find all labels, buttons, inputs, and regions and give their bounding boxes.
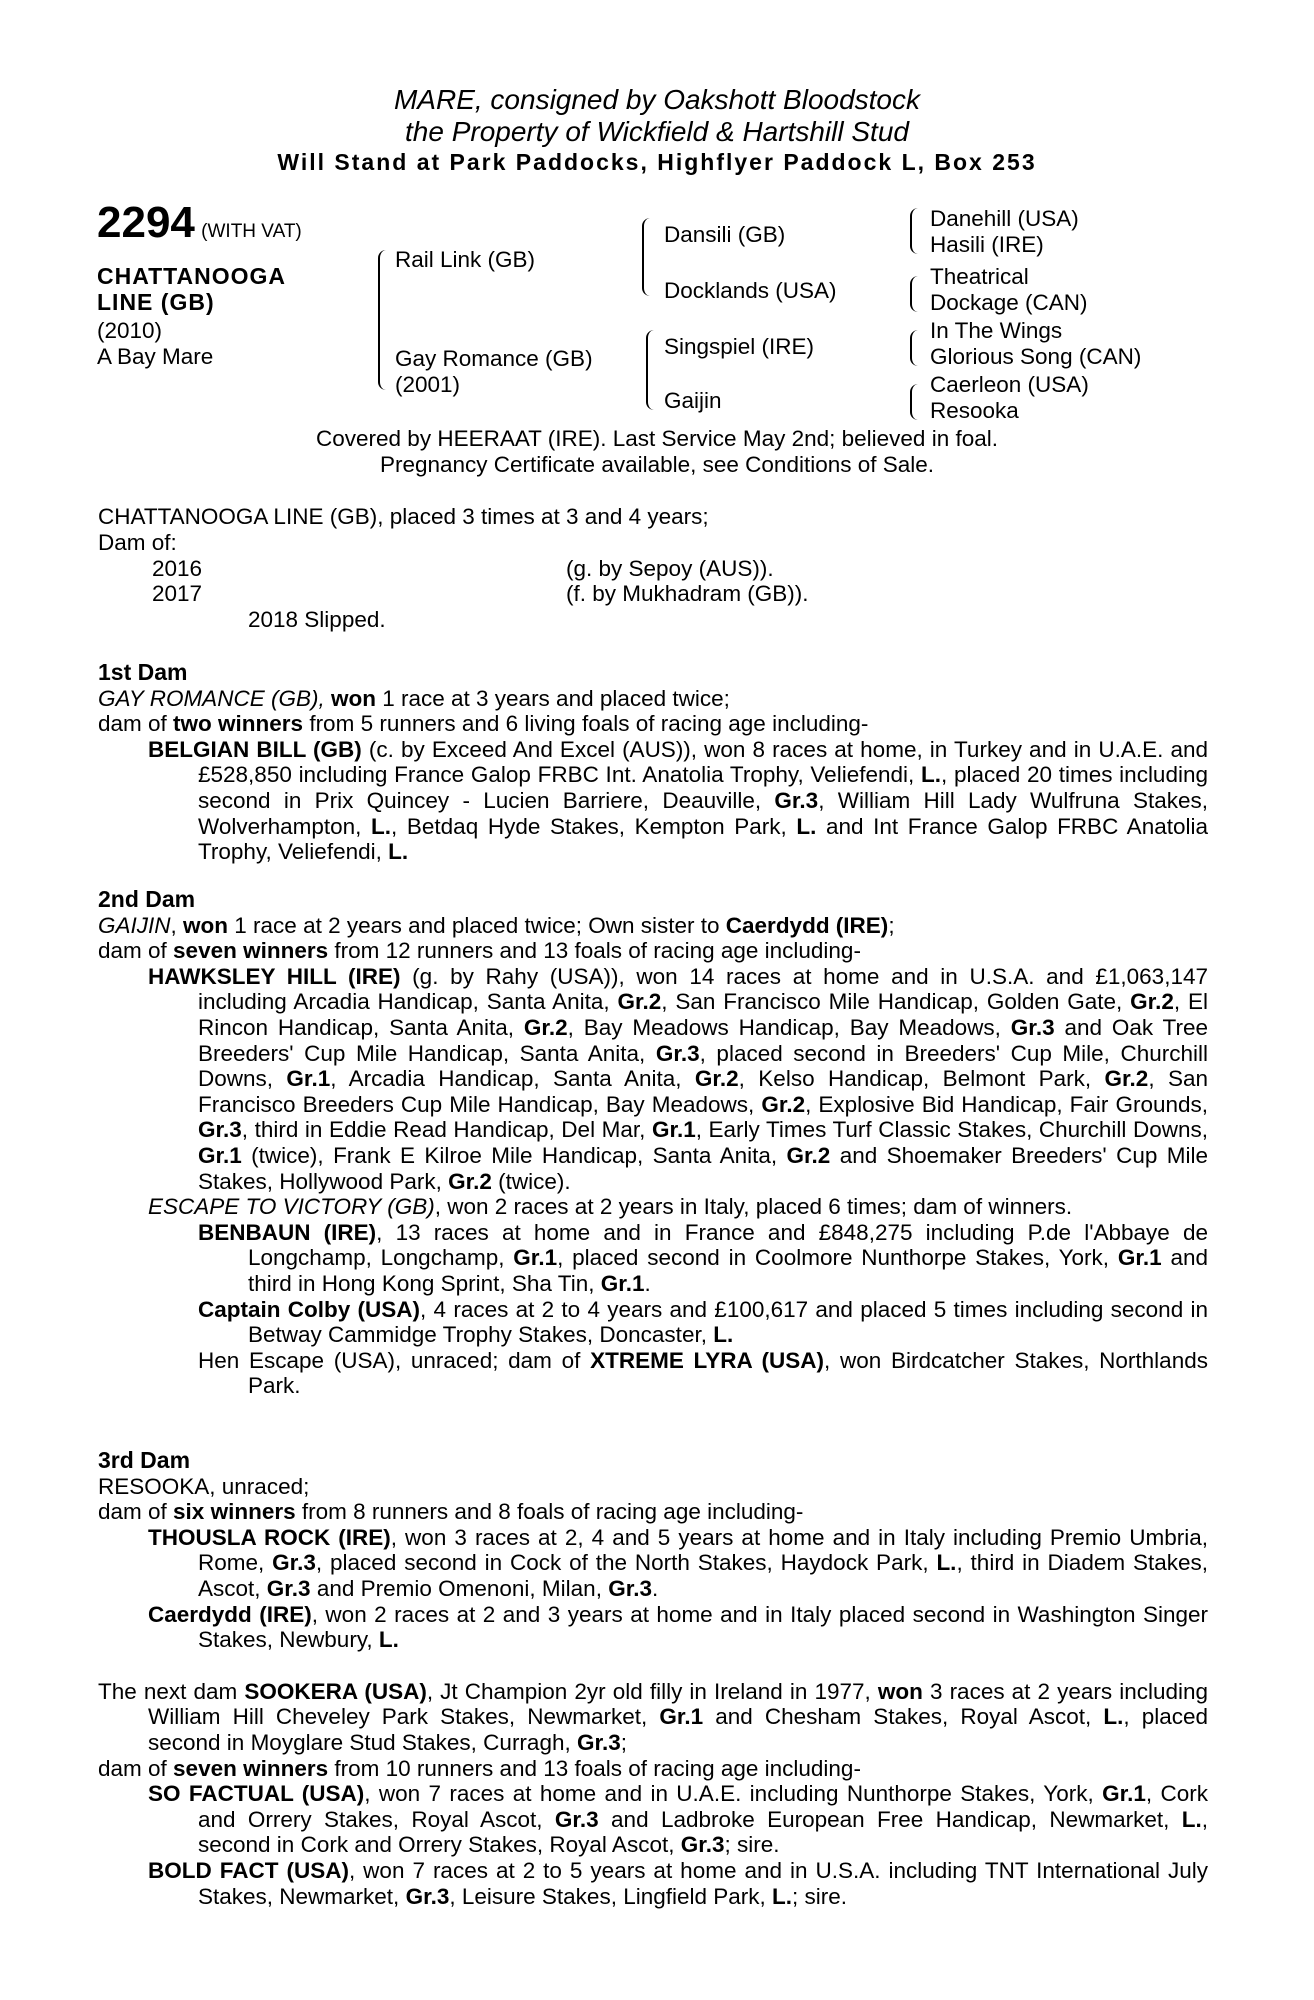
produce-2018: 2018 Slipped. bbox=[248, 607, 386, 632]
ped-dd: Gaijin bbox=[664, 388, 722, 413]
ped-sdd: Dockage (CAN) bbox=[930, 290, 1088, 315]
ped-ds: Singspiel (IRE) bbox=[664, 334, 815, 359]
hen-escape: Hen Escape (USA), unraced; dam of XTREME LYRA (USA), won Birdcatcher Stakes, Northlands Park. bbox=[198, 1347, 1208, 1399]
produce-2016-detail: (g. by Sepoy (AUS)). bbox=[566, 556, 774, 581]
ped-dsd: Glorious Song (CAN) bbox=[930, 344, 1142, 369]
belgian-bill: BELGIAN BILL (GB) (c. by Exceed And Excel (AUS)), won 8 races at home, in Turkey and in U.A.E. and £528,850 including France Galop FRBC Int. Anatolia Trophy, Veliefendi, L., placed 20 times including second in Prix Quincey - Lucien Barriere, Deauville, Gr.3, William Hill Lady Wulfruna Stakes, Wolverhampton, L., Betdaq Hyde Stakes, Kempton Park, L. and Int France Galop FRBC Anatolia Trophy, Veliefendi, L. bbox=[148, 736, 1208, 865]
produce-intro: CHATTANOOGA LINE (GB), placed 3 times at 3 and 4 years; bbox=[98, 504, 709, 529]
third-dam-produce: dam of six winners from 8 runners and 8 foals of racing age including- bbox=[98, 1499, 804, 1525]
hawksley-hill: HAWKSLEY HILL (IRE) (g. by Rahy (USA)), won 14 races at home and in U.S.A. and £1,063,147 including Arcadia Handicap, Santa Anita, Gr.2, San Francisco Mile Handicap, Golden Gate, Gr.2, El Rincon Handicap, Santa Anita, Gr.2, Bay Meadows Handicap, Bay Meadows, Gr.3 and Oak Tree Breeders' Cup Mile Handicap, Santa Anita, Gr.3, placed second in Breeders' Cup Mile, Churchill Downs, Gr.1, Arcadia Handicap, Santa Anita, Gr.2, Kelso Handicap, Belmont Park, Gr.2, San Francisco Breeders Cup Mile Handicap, Bay Meadows, Gr.2, Explosive Bid Handicap, Fair Grounds, Gr.3, third in Eddie Read Handicap, Del Mar, Gr.1, Early Times Turf Classic Stakes, Churchill Downs, Gr.1 (twice), Frank E Kilroe Mile Handicap, Santa Anita, Gr.2 and Shoemaker Breeders' Cup Mile Stakes, Hollywood Park, Gr.2 (twice). bbox=[148, 963, 1209, 1194]
sire-dam-brace bbox=[378, 250, 390, 390]
ped-dam: Gay Romance (GB) bbox=[395, 346, 593, 371]
dd-brace bbox=[910, 384, 920, 420]
produce-2017-year: 2017 bbox=[152, 581, 203, 606]
ped-sds: Theatrical bbox=[930, 264, 1029, 289]
ped-ddd: Resooka bbox=[930, 398, 1019, 423]
third-dam-line: RESOOKA, unraced; bbox=[98, 1473, 310, 1499]
header-line-3: Will Stand at Park Paddocks, Highflyer Paddock L, Box 253 bbox=[277, 149, 1037, 175]
horse-name-2: LINE (GB) bbox=[97, 289, 215, 315]
so-factual: SO FACTUAL (USA), won 7 races at home and in U.A.E. including Nunthorpe Stakes, York, Gr.1, Cork and Orrery Stakes, Royal Ascot, Gr.3 and Ladbroke European Free Handicap, Newmarket, L., second in Cork and Orrery Stakes, Royal Ascot, Gr.3; sire. bbox=[148, 1781, 1208, 1858]
lot-number-row bbox=[97, 198, 302, 247]
sire-brace bbox=[642, 218, 654, 296]
ped-sire: Rail Link (GB) bbox=[395, 247, 536, 272]
benbaun: BENBAUN (IRE), 13 races at home and in France and £848,275 including P.de l'Abbaye de Longchamp, Longchamp, Gr.1, placed second in Coolmore Nunthorpe Stakes, York, Gr.1 and third in Hong Kong Sprint, Sha Tin, Gr.1. bbox=[198, 1219, 1208, 1296]
bold-fact: BOLD FACT (USA), won 7 races at 2 to 5 years at home and in U.S.A. including TNT International July Stakes, Newmarket, Gr.3, Leisure Stakes, Lingfield Park, L.; sire. bbox=[148, 1857, 1208, 1909]
produce-2017-detail: (f. by Mukhadram (GB)). bbox=[566, 581, 809, 606]
caerdydd: Caerdydd (IRE), won 2 races at 2 and 3 years at home and in Italy placed second in Washington Singer Stakes, Newbury, L. bbox=[148, 1601, 1209, 1653]
next-dam: The next dam SOOKERA (USA), Jt Champion 2yr old filly in Ireland in 1977, won 3 races at 2 years including William Hill Cheveley Park Stakes, Newmarket, Gr.1 and Chesham Stakes, Royal Ascot, L., placed second in Moyglare Stud Stakes, Curragh, Gr.3; bbox=[98, 1678, 1209, 1755]
ped-dds: Caerleon (USA) bbox=[930, 372, 1089, 397]
first-dam-line: GAY ROMANCE (GB), won 1 race at 3 years and placed twice; bbox=[98, 685, 730, 711]
horse-description: A Bay Mare bbox=[97, 344, 214, 369]
lot-number: 2294 bbox=[97, 198, 195, 247]
ped-dss: In The Wings bbox=[930, 318, 1063, 343]
third-dam-section bbox=[98, 1448, 1208, 1909]
ped-sd: Docklands (USA) bbox=[664, 278, 837, 303]
header-line-1: MARE, consigned by Oakshott Bloodstock bbox=[393, 84, 921, 115]
ped-ssd: Hasili (IRE) bbox=[930, 232, 1044, 257]
escape-to-victory: ESCAPE TO VICTORY (GB), won 2 races at 2 years in Italy, placed 6 times; dam of winners. bbox=[148, 1194, 1073, 1220]
first-dam-heading: 1st Dam bbox=[98, 659, 188, 685]
produce-2016-year: 2016 bbox=[152, 556, 203, 581]
thousla-rock: THOUSLA ROCK (IRE), won 3 races at 2, 4 and 5 years at home and in Italy including Premio Umbria, Rome, Gr.3, placed second in Cock of the North Stakes, Haydock Park, L., third in Diadem Stakes, Ascot, Gr.3 and Premio Omenoni, Milan, Gr.3. bbox=[148, 1524, 1208, 1601]
ped-ss: Dansili (GB) bbox=[664, 222, 786, 247]
sd-brace bbox=[910, 276, 920, 312]
third-dam-heading: 3rd Dam bbox=[98, 1447, 191, 1473]
second-dam-produce: dam of seven winners from 12 runners and 13 foals of racing age including- bbox=[98, 938, 861, 964]
horse-name-1: CHATTANOOGA bbox=[97, 263, 287, 289]
captain-colby: Captain Colby (USA), 4 races at 2 to 4 years and £100,617 and placed 5 times including second in Betway Cammidge Trophy Stakes, Doncaster, L. bbox=[198, 1296, 1208, 1348]
first-dam-section bbox=[98, 660, 1208, 865]
ss-brace bbox=[910, 208, 920, 254]
covered-line-1: Covered by HEERAAT (IRE). Last Service May 2nd; believed in foal. bbox=[316, 426, 998, 451]
ped-sss: Danehill (USA) bbox=[930, 206, 1079, 231]
covered-line-2: Pregnancy Certificate available, see Conditions of Sale. bbox=[379, 452, 935, 477]
vat-note: (WITH VAT) bbox=[201, 221, 302, 242]
header-line-2: the Property of Wickfield & Hartshill Stud bbox=[405, 116, 909, 147]
second-dam-section bbox=[98, 887, 1208, 1399]
first-dam-produce: dam of two winners from 5 runners and 6 living foals of racing age including- bbox=[98, 711, 869, 737]
next-dam-produce: dam of seven winners from 10 runners and 13 foals of racing age including- bbox=[98, 1755, 861, 1781]
second-dam-line: GAIJIN, won 1 race at 2 years and placed twice; Own sister to Caerdydd (IRE); bbox=[98, 912, 895, 938]
dam-of-label: Dam of: bbox=[98, 530, 177, 555]
second-dam-heading: 2nd Dam bbox=[98, 886, 196, 912]
ds-brace bbox=[910, 330, 920, 366]
ped-dam-year: (2001) bbox=[395, 372, 461, 397]
horse-year: (2010) bbox=[97, 318, 163, 343]
dam-brace bbox=[646, 330, 658, 410]
